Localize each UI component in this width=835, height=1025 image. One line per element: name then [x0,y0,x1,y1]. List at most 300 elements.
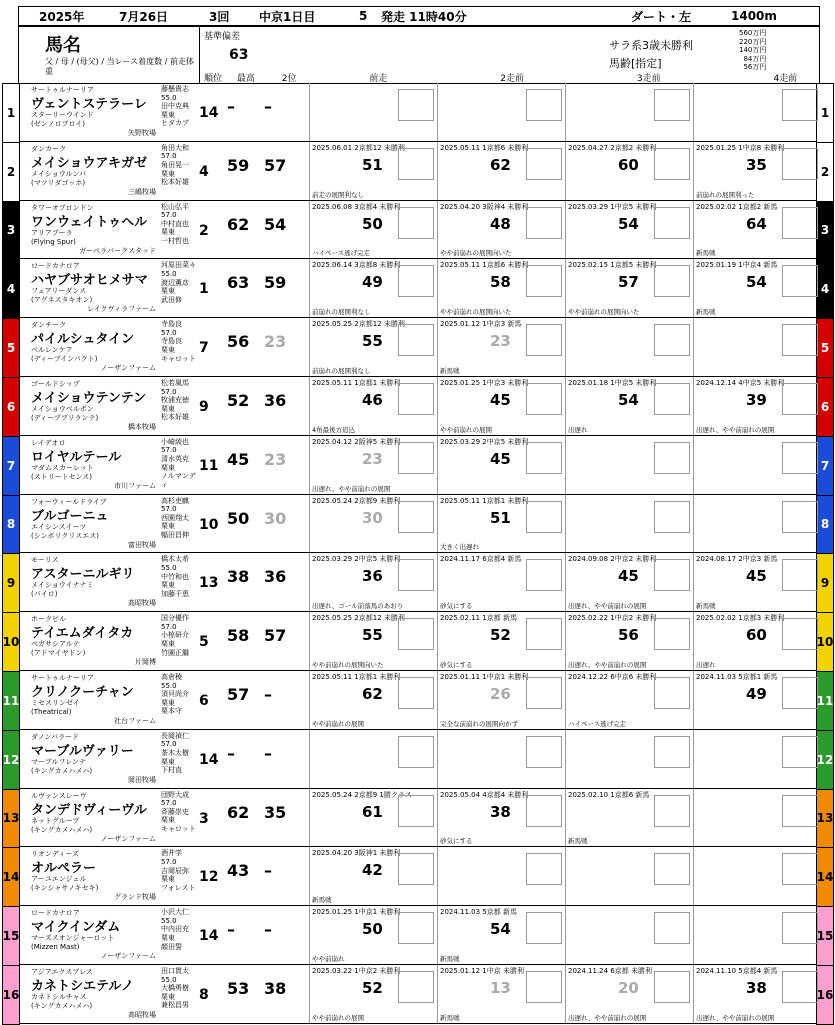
jockey: 小沢大仁 [161,908,189,917]
column-header [18,26,820,84]
dam: カネトシルチャス [31,993,87,1001]
past-race-figure: 64 [746,214,767,233]
past-race-figure: 35 [746,155,767,174]
rank: 4 [199,163,209,180]
past-race-2 [437,730,566,788]
past-race-comment: 新馬戦 [440,1013,460,1022]
race-date: 7月26日 [119,9,169,24]
breeder: 市川ファーム [114,481,156,490]
position-grid [654,442,690,474]
past-race-4 [693,730,822,788]
pedigree [31,993,156,1020]
position-grid [526,89,562,121]
past-race-comment: 出遅れ、やや前崩れの展開 [312,484,391,493]
past-race-figure: 13 [490,979,511,997]
damsire: (キングカメハメハ) [31,766,93,775]
past-race-3 [565,83,694,141]
horse-row [2,847,834,906]
post-band-left [2,142,20,202]
sire: ルヴァンスレーヴ [31,791,87,800]
region: 栗東 [161,757,175,766]
past-race-header: 2025.05.24 2京都9 1勝クラス [312,790,412,799]
past-race-header: 2025.01.25 1中京1 未勝利 [312,908,401,917]
damsire: (ディープインパクト) [31,355,98,364]
jockey: 小崎綾也 [161,437,189,446]
position-grid [782,795,818,827]
past-race-header: 2025.06.08 3京都4 未勝利 [312,202,401,211]
region: 栗東 [161,933,175,942]
dam: マーブルフレンテ [31,757,86,766]
pedigree [31,346,156,373]
weight: 55.0 [161,93,177,102]
dam: ネットグループ [31,816,80,825]
rank: 14 [199,105,219,121]
label-base-index: 基準偏差 [204,32,241,42]
post-number: 16 [816,987,834,1002]
past-race-1 [309,612,438,670]
past-race-header: 2025.05.25 2京都12 未勝利 [312,614,405,623]
position-grid [526,912,562,944]
owner: 武田修 [161,295,182,304]
past-race-figure: 57 [618,273,639,292]
damsire: (ストリートセンス) [31,472,93,481]
past-race-figure: 54 [618,214,639,233]
past-race-3 [565,612,694,670]
jockey: 団野大成 [161,790,189,799]
horse-row [6,436,830,495]
second-figure: – [264,920,272,940]
past-race-3 [565,789,694,847]
second-figure: 23 [264,332,287,352]
past-race-2 [437,612,566,670]
race-info-bar [18,6,820,26]
trainer: 中竹和也 [161,572,189,581]
post-number: 9 [820,576,830,591]
past-race-3 [565,377,694,435]
track-type: ダート・左 [631,9,692,24]
trainer: 角田晃一 [161,160,189,169]
jockey: 酒井学 [161,849,182,858]
post-number: 7 [6,458,16,473]
col-prev2: 2走前 [500,74,525,84]
rank: 11 [199,457,219,474]
past-race-header: 2025.01.25 1中京3 未勝利 [440,379,529,387]
position-grid [654,148,690,180]
past-race-1 [309,847,438,905]
past-race-header: 2024.12.14 4中京5 未勝利 [696,379,785,387]
post-number: 13 [2,811,20,826]
breeder: 高昭牧場 [128,599,156,608]
past-race-figure: 50 [362,920,383,939]
best-figure: 43 [227,861,250,881]
weight: 57.0 [161,328,177,337]
post-band-left [2,965,20,1025]
position-grid [654,383,690,415]
pedigree [31,229,156,256]
col-2nd: 2位 [281,74,297,84]
second-figure: 36 [264,567,287,587]
position-grid [526,677,562,709]
position-grid [398,853,434,885]
trainer: 寺島良 [161,337,182,346]
past-race-2 [437,201,566,259]
horse-name[interactable]: メイショウテンテン [31,391,147,406]
trainer: 渡辺薫彦 [161,278,189,287]
region: 栗東 [161,228,175,237]
best-figure: 62 [227,214,250,234]
rank: 3 [199,810,209,827]
past-race-comment: 新馬戦 [696,308,716,317]
past-race-1 [309,965,438,1023]
trainer: 吉岡辰弥 [161,866,189,875]
position-grid [782,618,818,650]
best-figure: 38 [227,567,250,587]
owner: フォレスト [161,883,196,892]
past-race-header: 2025.05.25 2京都12 未勝利 [312,320,405,329]
past-race-2 [437,259,566,317]
owner: 顔田誓 [161,942,182,951]
jockey-block [161,849,199,892]
weight: 55.0 [161,563,177,572]
race-year: 2025年 [39,9,85,24]
owner: 下村直 [161,766,182,775]
horse-name[interactable]: パイルシュタイン [31,332,135,348]
horse-name[interactable]: メイショウアキガゼ [31,155,147,171]
damsire: (アグネスタキオン) [31,296,93,305]
horse-row [6,83,830,142]
past-race-header: 2025.05.11 1京都1 未勝利 [440,496,529,505]
past-race-comment: やや前崩れの展開向いた [440,249,512,258]
past-race-figure: 62 [490,155,511,174]
past-race-header: 2025.02.11 1京都 新馬 [440,614,517,623]
past-race-comment: 前崩れの展開利った [696,190,755,199]
dam: アリアブーラ [31,228,73,237]
post-number: 1 [820,105,830,120]
past-race-2 [437,906,566,964]
post-band-left [2,553,20,613]
horse-row [6,553,830,612]
position-grid [782,265,818,297]
post-band-left [2,436,20,496]
past-race-header: 2025.06.01 2京都12 未勝利 [312,143,405,152]
past-race-comment: ハイペース逃げ完走 [568,719,627,728]
past-race-figure: 54 [490,920,511,939]
horse-name[interactable]: アスターニルギリ [31,567,135,583]
past-race-comment: やや前崩れ [312,954,345,963]
breeder: 富田牧場 [128,540,156,549]
past-race-header: 2024.12.22 6中京6 未勝利 [568,673,657,681]
weight: 57.0 [161,152,177,161]
post-number: 4 [820,282,830,297]
post-number: 8 [6,517,16,532]
breeder: ノーザンファーム [100,834,156,843]
position-grid [782,912,818,944]
second-figure: – [264,685,272,704]
dam: マーズスオンジャーロット [31,934,115,943]
position-grid [398,265,434,297]
past-race-figure: 45 [490,449,511,468]
past-race-4 [693,259,822,317]
jockey-block [161,614,199,657]
col-prev1: 前走 [369,74,388,84]
jockey-block [161,555,199,598]
past-race-figure: 55 [362,332,383,351]
past-race-figure: 60 [618,155,639,174]
past-race-header: 2025.04.20 3阪神4 未勝利 [440,202,529,211]
region: 栗東 [161,404,175,413]
post-number: 11 [816,693,834,708]
sire: モーリス [31,556,59,565]
past-race-4 [693,847,822,905]
sire: サートゥルナーリア [31,674,94,682]
trainer: 茶木太樹 [161,748,189,757]
sire: レイデオロ [31,438,66,447]
past-race-header: 2025.06.14 3京都8 未勝利 [312,261,401,270]
jockey: 田口貫太 [161,967,189,975]
horse-row [6,259,830,318]
owner: ヒダカブ [161,119,189,128]
pedigree [31,758,156,785]
post-band-left [2,259,20,319]
past-race-1 [309,436,438,494]
sire: ダノンバラード [31,732,80,741]
dam: ベルレンケア [31,346,73,355]
best-figure: 63 [227,273,250,293]
past-race-header: 2024.11.10 5京都4 新馬 [696,967,778,975]
past-race-2 [437,965,566,1023]
jockey: 長岡禎仁 [161,731,189,740]
post-number: 5 [6,341,16,356]
weight: 55.0 [161,681,177,690]
past-race-figure: 42 [362,861,383,880]
past-race-figure: 30 [362,508,383,527]
past-race-figure: 45 [746,567,767,586]
sire: ダンカーク [31,144,67,153]
past-race-comment: 砂気にする [440,837,473,846]
rank: 9 [199,399,209,415]
position-grid [654,795,690,827]
second-figure: 36 [264,391,287,410]
horse-row [2,906,834,965]
past-race-1 [309,201,438,259]
horse-name[interactable]: ブルゴーニュ [31,508,109,524]
horse-name[interactable]: カネトシエテルノ [31,979,134,994]
past-race-1 [309,906,438,964]
past-race-figure: 26 [490,685,511,703]
horse-name[interactable]: クリノクーチャン [31,685,134,700]
past-race-3 [565,847,694,905]
header-left [19,27,200,83]
position-grid [782,677,818,709]
position-grid [398,383,434,415]
past-race-1 [309,789,438,847]
best-figure: 57 [227,685,250,704]
weight: 57.0 [161,622,177,631]
post-number: 6 [820,399,830,414]
past-race-figure: 48 [490,214,511,233]
past-race-2 [437,83,566,141]
second-figure: 35 [264,802,287,822]
horse-name[interactable]: マーブルヴァリー [31,743,134,759]
second-figure: 30 [264,508,287,528]
sire: サートゥルナーリア [31,86,94,94]
past-race-1 [309,553,438,611]
past-race-3 [565,259,694,317]
past-race-1 [309,671,438,729]
past-race-comment: ハイペース逃げ完走 [312,249,371,258]
past-race-4 [693,553,822,611]
position-grid [782,148,818,180]
past-race-4 [693,436,822,494]
pedigree [31,170,156,197]
past-race-comment: 4角最後方追込 [312,425,356,434]
past-race-header: 2025.05.11 1京都1 未勝利 [312,673,401,681]
breeder: グランド牧場 [114,893,156,902]
past-race-figure: 23 [490,332,511,351]
best-figure: 62 [227,802,250,822]
region: 栗東 [161,110,175,119]
horse-row [6,318,830,377]
past-race-3 [565,318,694,376]
past-race-header: 2025.04.20 3阪神1 未勝利 [312,849,401,858]
dam: アーユエンジェル [31,875,87,884]
past-race-comment: やや前崩れの展開 [440,425,492,434]
past-race-3 [565,671,694,729]
past-race-header: 2025.02.22 1中京2 未勝利 [568,614,657,623]
post-number: 5 [820,341,830,356]
position-grid [782,207,818,239]
pedigree [31,287,156,314]
pedigree [31,405,156,432]
past-race-figure: 58 [490,273,511,292]
past-race-figure: 46 [362,391,383,409]
past-race-header: 2025.04.27 2京都2 未勝利 [568,143,657,152]
position-grid [654,971,690,1003]
second-figure: 38 [264,979,287,998]
position-grid [398,677,434,709]
past-race-header: 2024.11.03 5京都 新馬 [440,908,517,917]
past-race-comment: 完全な前崩れの展開向かず [440,719,518,728]
past-race-header: 2025.05.04 4京都4 未勝利 [440,790,529,799]
breeder: ノーザンファーム [100,364,156,373]
post-number: 4 [6,282,16,297]
past-race-3 [565,201,694,259]
race-class: サラ系3歳未勝利 [609,39,693,52]
horse-name[interactable]: ハヤブサオヒメサマ [31,273,148,289]
past-race-4 [693,318,822,376]
owner: キャロット [161,824,196,833]
weight: 57.0 [161,505,177,514]
past-race-comment: やや前崩れの展開向いた [312,660,384,669]
horse-row [6,142,830,201]
jockey: 松山弘平 [161,202,189,211]
trainer: 小椋研介 [161,631,189,640]
horse-name[interactable]: ロイヤルテール [31,449,122,465]
second-figure: – [264,861,272,881]
prize-1: 560万円 [739,29,767,37]
damsire: (ディープブリランテ) [31,414,99,422]
post-number: 10 [2,635,20,650]
col-prev4: 4走前 [773,74,798,84]
jockey-block [161,967,199,1010]
past-race-4 [693,906,822,964]
past-race-figure: 49 [362,273,383,292]
past-race-4 [693,612,822,670]
post-number: 8 [820,517,830,532]
past-race-1 [309,142,438,200]
second-figure: – [264,97,272,116]
trainer: 中内田充 [161,925,189,934]
trainer: 斉藤崇史 [161,807,189,816]
post-band-left [2,789,20,849]
past-race-figure: 56 [618,626,639,645]
region: 栗東 [161,287,175,296]
prize-3: 140万円 [739,46,767,54]
position-grid [398,971,434,1003]
position-grid [398,324,434,356]
past-race-comment: 新馬戦 [696,602,716,611]
weight: 57.0 [161,740,177,749]
dam: マダムスカーレット [31,463,94,472]
post-band-left [2,730,20,790]
position-grid [526,265,562,297]
breeder: 橋本牧場 [128,423,156,431]
jockey: 高杉吏麒 [161,496,189,505]
horse-name[interactable]: ワンウェイトゥヘル [31,214,148,230]
post-number: 13 [816,811,834,826]
past-race-header: 2025.05.11 1京都6 未勝利 [440,143,529,152]
past-race-2 [437,847,566,905]
past-race-1 [309,730,438,788]
horse-name[interactable]: オルペラー [31,861,97,877]
dam: ペガサシアルテ [31,640,80,649]
horse-name[interactable]: タンデドヴィーヴル [31,802,147,818]
jockey-block [161,732,199,775]
sire: タワーオブロンドン [31,203,94,212]
trainer: 清水英克 [161,454,189,463]
jockey: 橋木太希 [161,555,189,564]
post-number: 6 [6,399,16,414]
position-grid [526,795,562,827]
pedigree [31,875,156,902]
horse-name[interactable]: マイクインダム [31,920,121,936]
post-number: 14 [816,870,834,885]
damsire: (Flying Spur) [31,237,76,246]
past-race-1 [309,318,438,376]
post-number: 9 [6,576,16,591]
rank: 14 [199,751,219,768]
past-race-3 [565,436,694,494]
base-index-value: 63 [229,47,249,63]
damsire: (キングカメハメハ) [31,1002,93,1010]
weight: 55.0 [161,916,177,925]
post-band-left [2,318,20,378]
region: 栗東 [161,169,175,178]
horse-name[interactable]: テイエムダイタカ [31,626,134,642]
owner: 兼松昌男 [161,1001,189,1010]
jockey-block [161,144,199,187]
damsire: (キングカメハメハ) [31,825,93,834]
horse-name[interactable]: ヴェントステラーレ [31,97,147,112]
post-number: 14 [2,870,20,885]
best-figure: 52 [227,391,250,410]
best-figure: 50 [227,508,250,528]
position-grid [526,148,562,180]
pedigree [31,111,156,138]
second-figure: 57 [264,626,287,646]
past-race-header: 2025.01.12 1中京3 新馬 [440,320,522,329]
past-race-3 [565,553,694,611]
